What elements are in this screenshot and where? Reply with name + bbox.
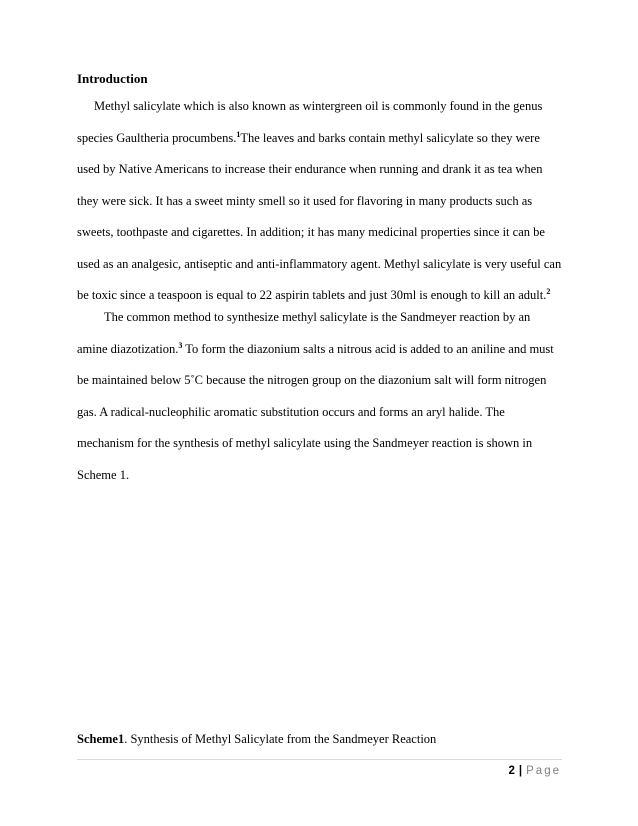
scheme-label: Scheme1 [77,732,125,746]
footer-divider [77,759,562,760]
citation-ref: 2 [546,287,551,296]
paragraph-method [77,302,567,491]
section-heading: Introduction [77,71,148,86]
page-footer [509,763,561,779]
paragraph-line: mechanism for the synthesis of methyl salicylate using the Sandmeyer reaction is shown in [77,436,533,450]
paragraph-line: used by Native Americans to increase their endurance when running and drank it as tea when [77,162,543,176]
paragraph-line: used as an analgesic, antiseptic and anti-inflammatory agent. Methyl salicylate is very useful can [77,256,562,271]
paragraph-line: Methyl salicylate which is also known as wintergreen oil is commonly found in the genus [94,99,543,113]
paragraph-intro [77,91,567,312]
page-number: 2 [508,765,515,777]
paragraph-line: sweets, toothpaste and cigarettes. In addition; it has many medicinal properties since it can be [77,225,545,239]
scheme-caption [77,730,436,748]
page-label: Page [526,765,561,777]
paragraph-line [77,334,567,366]
paragraph-line: be maintained below 5˚C because the nitrogen group on the diazonium salt will form nitrogen [77,373,547,387]
paragraph-text: be toxic since a teaspoon is equal to 22 aspirin tablets and just 30ml is enough to kill an adult. [77,288,547,302]
paragraph-line [77,123,567,155]
paragraph-text: To form the diazonium salts a nitrous acid is added to an aniline and must [185,341,554,356]
paragraph-line: The common method to synthesize methyl salicylate is the Sandmeyer reaction by an [104,310,531,324]
paragraph-text: amine diazotization. [77,341,179,356]
paragraph-line: they were sick. It has a sweet minty smell so it used for flavoring in many products such as [77,193,533,208]
paragraph-text: species Gaultheria procumbens. [77,130,237,145]
paragraph-line: Scheme 1. [77,467,130,482]
citation-ref: 1 [236,129,241,139]
scheme-title: . Synthesis of Methyl Salicylate from the Sandmeyer Reaction [124,732,437,746]
paragraph-text: The leaves and barks contain methyl salicylate so they were [240,130,540,145]
paragraph-line: gas. A radical-nucleophilic aromatic substitution occurs and forms an aryl halide. The [77,404,505,419]
citation-ref: 3 [178,340,183,350]
footer-separator: | [518,765,523,777]
